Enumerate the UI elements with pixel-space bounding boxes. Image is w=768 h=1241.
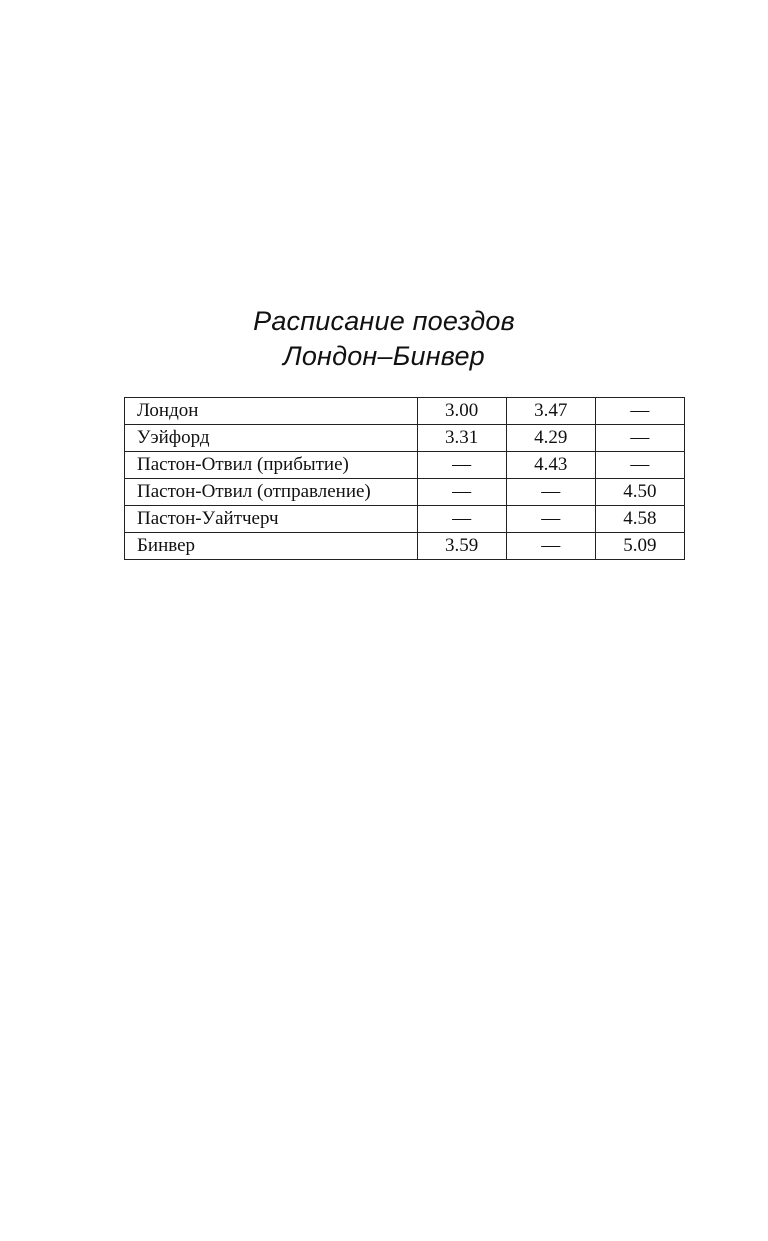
- train-time: 4.29: [506, 425, 595, 452]
- train-time: 5.09: [595, 533, 684, 560]
- page-subtitle: Лондон–Бинвер: [283, 341, 485, 371]
- train-time: 3.59: [417, 533, 506, 560]
- table-row: [125, 479, 685, 506]
- table-row: [125, 452, 685, 479]
- train-time: 3.47: [506, 398, 595, 425]
- train-time: —: [595, 452, 684, 479]
- station-name: Лондон: [125, 398, 418, 425]
- train-time: 3.31: [417, 425, 506, 452]
- station-name: Бинвер: [125, 533, 418, 560]
- train-time: —: [506, 479, 595, 506]
- train-time: —: [506, 506, 595, 533]
- train-time: 4.43: [506, 452, 595, 479]
- station-name: Пастон-Уайтчерч: [125, 506, 418, 533]
- train-schedule-table: [124, 397, 685, 560]
- station-name: Пастон-Отвил (прибытие): [125, 452, 418, 479]
- table-row: [125, 398, 685, 425]
- table-row: [125, 425, 685, 452]
- train-time: —: [417, 452, 506, 479]
- station-name: Уэйфорд: [125, 425, 418, 452]
- train-time: —: [506, 533, 595, 560]
- page-title: Расписание поездов: [253, 306, 515, 336]
- train-time: 4.50: [595, 479, 684, 506]
- table-row: [125, 533, 685, 560]
- station-name: Пастон-Отвил (отправление): [125, 479, 418, 506]
- train-time: —: [595, 398, 684, 425]
- train-time: —: [417, 479, 506, 506]
- train-time: —: [595, 425, 684, 452]
- train-time: 3.00: [417, 398, 506, 425]
- train-time: —: [417, 506, 506, 533]
- table-row: [125, 506, 685, 533]
- train-time: 4.58: [595, 506, 684, 533]
